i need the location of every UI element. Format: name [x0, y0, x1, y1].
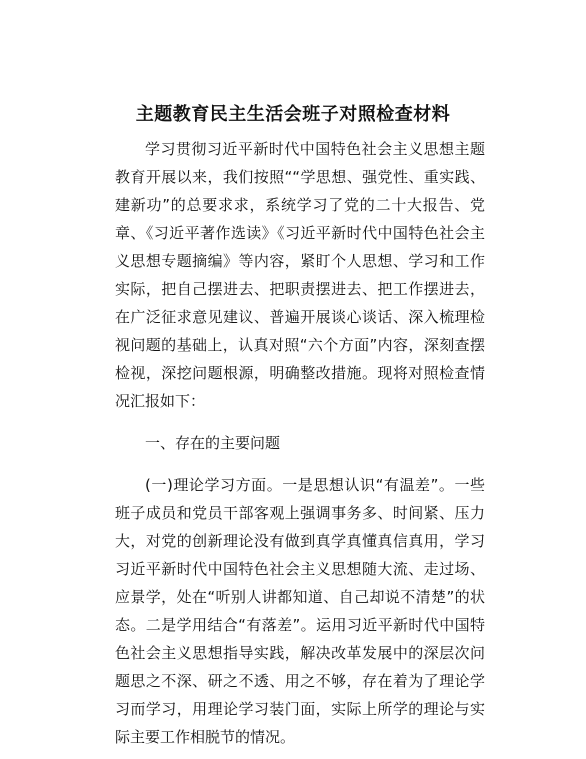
- document-body: [115, 135, 485, 751]
- section-heading: 一、存在的主要问题: [145, 434, 281, 452]
- intro-paragraph: 学习贯彻习近平新时代中国特色社会主义思想主题教育开展以来，我们按照““学思想、强党性、重实践、建新功”的总要求求，系统学习了党的二十大报告、党章、《习近平著作选读》《习近平新时代中国特色社会主义思想专题摘编》等内容，紧盯个人思想、学习和工作实际，把自己摆进去、把职责摆进去、把工作摆进去，在广泛征求意见建议、普遍开展谈心谈话、深入梳理检视问题的基础上，认真对照“六个方面”内容，深刻查摆检视，深挖问题根源，明确整改措施。现将对照检查情况汇报如下：: [115, 140, 485, 410]
- document-title: 主题教育民主生活会班子对照检查材料: [135, 104, 451, 125]
- section-paragraph: (一)理论学习方面。一是思想认识“有温差”。一些班子成员和党员干部客观上强调事务多、时间紧、压力大，对党的创新理论没有做到真学真懂真信真用，学习习近平新时代中国特色社会主义思想随大流、走过场、应景学，处在“听别人讲都知道、自己却说不清楚”的状态。二是学用结合“有落差”。运用习近平新时代中国特色社会主义思想指导实践，解决改革发展中的深层次问题思之不深、研之不透、用之不够，存在着为了理论学习而学习，用理论学习装门面，实际上所学的理论与实际主要工作相脱节的情况。: [115, 476, 485, 746]
